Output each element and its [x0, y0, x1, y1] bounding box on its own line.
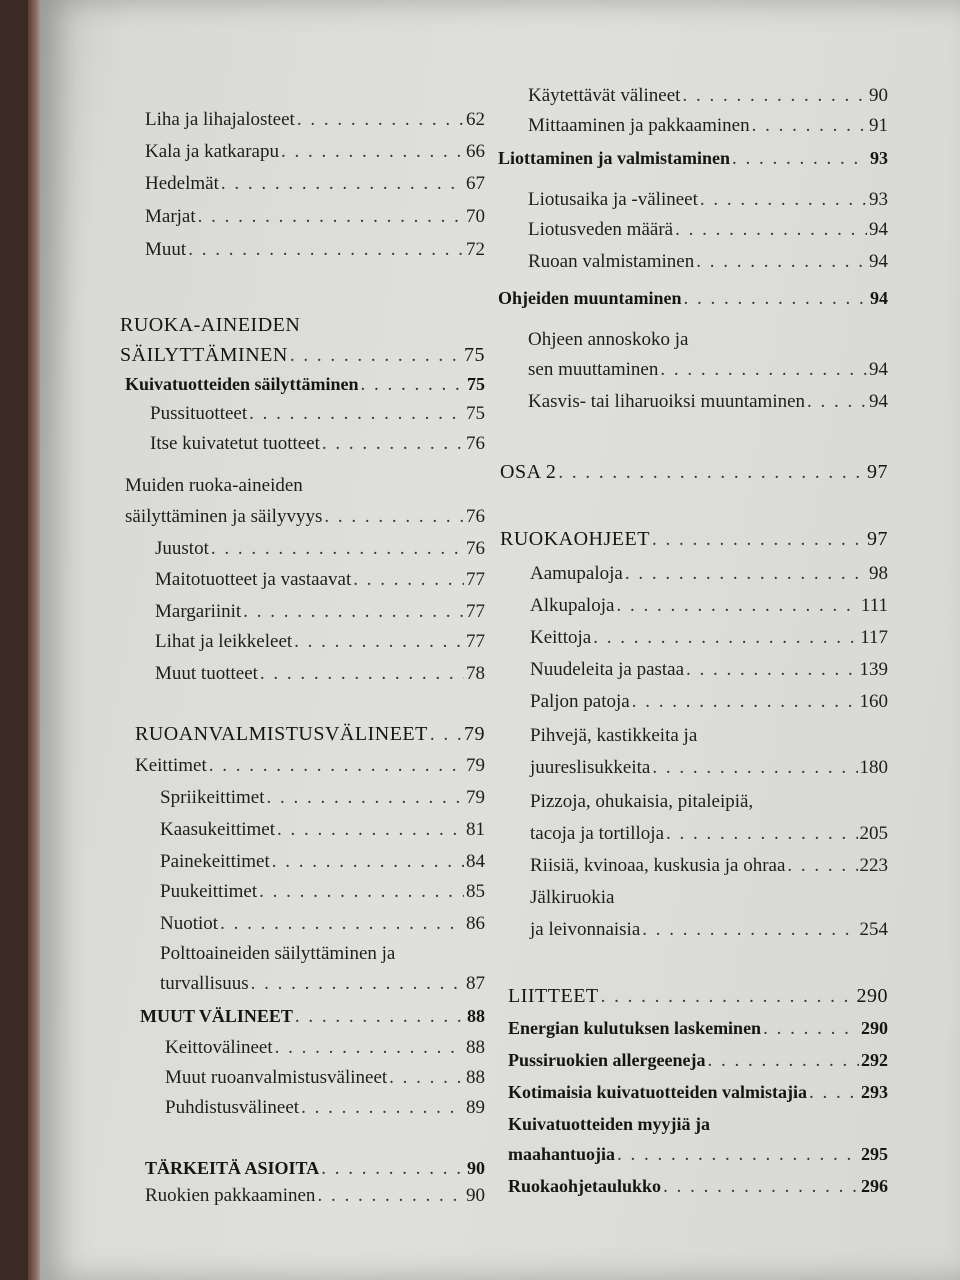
toc-entry-label: Muut [145, 239, 187, 260]
toc-page-number: 180 [859, 757, 888, 778]
toc-leader-dots [809, 1081, 859, 1105]
toc-page-number: 94 [869, 359, 888, 380]
toc-page-number: 76 [466, 433, 485, 454]
toc-entry [498, 594, 888, 618]
toc-entry-label: Lihat ja leikkeleet [155, 631, 293, 652]
toc-page-number: 75 [466, 403, 485, 424]
toc-page-number: 79 [466, 755, 485, 776]
toc-entry-label: Pussituotteet [150, 403, 248, 424]
toc-entry-label: Kala ja katkarapu [145, 141, 279, 162]
toc-entry [498, 188, 888, 212]
toc-leader-dots [322, 432, 464, 456]
toc-entry [100, 880, 485, 904]
toc-entry [498, 690, 888, 714]
toc-entry-label: Ohjeen annoskoko ja [528, 329, 689, 350]
toc-entry-label: Hedelmät [145, 173, 219, 194]
toc-entry-label: Painekeittimet [160, 851, 270, 872]
toc-entry-label: juureslisukkeita [530, 757, 651, 778]
toc-entry-label: ja leivonnaisia [530, 919, 641, 940]
toc-entry-label: Liotusveden määrä [528, 219, 674, 240]
toc-entry [498, 1080, 888, 1105]
toc-entry [100, 1096, 485, 1120]
toc-entry-label: OSA 2 [500, 461, 557, 483]
toc-page-number: 93 [870, 148, 888, 168]
toc-entry [498, 1016, 888, 1041]
toc-leader-dots [663, 1175, 859, 1199]
toc-entry [100, 600, 485, 624]
toc-entry [100, 108, 485, 132]
toc-leader-dots [660, 358, 867, 382]
toc-leader-dots [642, 918, 857, 942]
toc-entry [498, 328, 888, 352]
toc-page-number: 81 [466, 819, 485, 840]
toc-leader-dots [220, 912, 464, 936]
toc-entry [100, 505, 485, 529]
toc-leader-dots [209, 754, 464, 778]
toc-page-number: 79 [466, 787, 485, 808]
toc-leader-dots [601, 985, 855, 1009]
toc-page-number: 85 [466, 881, 485, 902]
toc-leader-dots [707, 1049, 859, 1073]
toc-leader-dots [259, 880, 464, 904]
toc-leader-dots [321, 1157, 465, 1181]
toc-entry-label: Maitotuotteet ja vastaavat [155, 569, 352, 590]
toc-entry [498, 1174, 888, 1199]
toc-page-number: 87 [466, 973, 485, 994]
toc-entry-label: Marjat [145, 206, 196, 227]
toc-entry [498, 790, 888, 814]
toc-entry-label: Puhdistusvälineet [165, 1097, 300, 1118]
toc-entry [498, 84, 888, 108]
toc-leader-dots [807, 390, 867, 414]
toc-entry [100, 1184, 485, 1208]
toc-page-number: 90 [467, 1158, 485, 1178]
toc-entry [100, 432, 485, 456]
toc-leader-dots [686, 658, 857, 682]
toc-leader-dots [682, 84, 867, 108]
toc-leader-dots [243, 600, 464, 624]
toc-page-number: 97 [867, 528, 888, 550]
toc-page-number: 295 [861, 1144, 888, 1164]
toc-page-number: 290 [856, 985, 888, 1007]
toc-entry-label: säilyttäminen ja säilyvyys [125, 506, 323, 527]
toc-entry [498, 724, 888, 748]
toc-page-number: 88 [466, 1067, 485, 1088]
toc-page-number: 205 [859, 823, 888, 844]
toc-entry [498, 854, 888, 878]
toc-page-number: 78 [466, 663, 485, 684]
toc-entry [100, 343, 485, 368]
toc-entry-label: Pizzoja, ohukaisia, pitaleipiä, [530, 791, 754, 812]
toc-entry-label: Liotusaika ja -välineet [528, 189, 698, 210]
toc-entry-label: Kasvis- tai liharuoiksi muuntaminen [528, 391, 806, 412]
toc-leader-dots [652, 528, 865, 552]
toc-entry-label: Aamupaloja [530, 563, 623, 584]
toc-entry [100, 972, 485, 996]
toc-leader-dots [275, 1036, 464, 1060]
toc-entry [498, 984, 888, 1009]
toc-leader-dots [317, 1184, 464, 1208]
toc-entry [498, 1112, 888, 1137]
toc-page-number: 76 [466, 538, 485, 559]
toc-leader-dots [251, 972, 464, 996]
toc-entry [100, 568, 485, 592]
toc-entry [100, 402, 485, 426]
toc-entry [100, 754, 485, 778]
toc-entry-label: Nuotiot [160, 913, 219, 934]
toc-entry [498, 756, 888, 780]
toc-leader-dots [617, 1143, 859, 1167]
toc-leader-dots [632, 690, 858, 714]
toc-entry-label: Ruokaohjetaulukko [508, 1176, 662, 1196]
toc-entry-label: Muut ruoanvalmistusvälineet [165, 1067, 388, 1088]
toc-entry [498, 822, 888, 846]
toc-entry-label: Liha ja lihajalosteet [145, 109, 295, 130]
toc-entry-label: Keittoja [530, 627, 592, 648]
toc-entry-label: Puukeittimet [160, 881, 258, 902]
toc-entry-label: RUOANVALMISTUSVÄLINEET [135, 723, 428, 745]
toc-entry-label: sen muuttaminen [528, 359, 659, 380]
toc-entry [100, 850, 485, 874]
toc-entry-label: tacoja ja tortilloja [530, 823, 665, 844]
toc-leader-dots [260, 662, 464, 686]
toc-page-number: 77 [466, 601, 485, 622]
toc-entry [100, 372, 485, 397]
toc-page-number: 84 [466, 851, 485, 872]
toc-leader-dots [361, 373, 465, 397]
toc-entry [498, 286, 888, 311]
toc-leader-dots [787, 854, 857, 878]
toc-entry [100, 662, 485, 686]
toc-entry-label: Pihvejä, kastikkeita ja [530, 725, 698, 746]
toc-page-number: 94 [869, 251, 888, 272]
toc-page-number: 67 [466, 173, 485, 194]
toc-entry-label: TÄRKEITÄ ASIOITA [145, 1158, 320, 1178]
toc-page-number: 88 [467, 1006, 485, 1026]
toc-entry-label: Keittovälineet [165, 1037, 273, 1058]
toc-leader-dots [430, 723, 462, 747]
toc-page-number: 98 [869, 563, 888, 584]
toc-page-number: 139 [859, 659, 888, 680]
toc-leader-dots [324, 505, 464, 529]
toc-entry [498, 658, 888, 682]
toc-page-number: 72 [466, 239, 485, 260]
toc-leader-dots [752, 114, 867, 138]
toc-page-number: 75 [467, 374, 485, 394]
toc-leader-dots [625, 562, 867, 586]
toc-entry [498, 527, 888, 552]
toc-entry-label: Kuivatuotteiden myyjiä ja [508, 1114, 710, 1134]
toc-page-number: 160 [859, 691, 888, 712]
toc-page-number: 111 [860, 595, 888, 616]
toc-entry [498, 460, 888, 485]
toc-page-number: 94 [869, 219, 888, 240]
toc-entry [100, 474, 485, 498]
toc-leader-dots [294, 630, 464, 654]
toc-page-number: 97 [867, 461, 888, 483]
toc-entry-label: Jälkiruokia [530, 887, 615, 908]
toc-entry-label: Kotimaisia kuivatuotteiden valmistajia [508, 1082, 808, 1102]
toc-leader-dots [281, 140, 464, 164]
toc-entry-label: Itse kuivatetut tuotteet [150, 433, 320, 454]
toc-entry-label: RUOKA-AINEIDEN [120, 314, 301, 336]
toc-entry-label: Pussiruokien allergeeneja [508, 1050, 706, 1070]
toc-entry [100, 912, 485, 936]
toc-page-number: 88 [466, 1037, 485, 1058]
toc-entry-label: Nuudeleita ja pastaa [530, 659, 685, 680]
toc-page-number: 117 [860, 627, 888, 648]
toc-entry [100, 313, 485, 338]
toc-leader-dots [301, 1096, 464, 1120]
toc-entry-label: maahantuojia [508, 1144, 616, 1164]
toc-leader-dots [297, 108, 464, 132]
toc-entry-label: Keittimet [135, 755, 207, 776]
toc-page-number: 292 [861, 1050, 888, 1070]
toc-page-number: 89 [466, 1097, 485, 1118]
toc-page-number: 62 [466, 109, 485, 130]
toc-entry-label: Ohjeiden muuntaminen [498, 288, 682, 308]
toc-leader-dots [732, 147, 868, 171]
toc-entry-label: Spriikeittimet [160, 787, 265, 808]
toc-entry [498, 886, 888, 910]
toc-entry [100, 1004, 485, 1029]
toc-entry-label: Polttoaineiden säilyttäminen ja [160, 943, 396, 964]
toc-page-number: 91 [869, 115, 888, 136]
toc-entry-label: RUOKAOHJEET [500, 528, 650, 550]
toc-entry-label: Riisiä, kvinoaa, kuskusia ja ohraa [530, 855, 786, 876]
toc-entry-label: MUUT VÄLINEET [140, 1006, 293, 1026]
toc-leader-dots [616, 594, 858, 618]
toc-page-number: 296 [861, 1176, 888, 1196]
toc-page-number: 93 [869, 189, 888, 210]
toc-page-number: 254 [859, 919, 888, 940]
toc-entry-label: turvallisuus [160, 973, 249, 994]
toc-entry-label: Käytettävät välineet [528, 85, 681, 106]
toc-leader-dots [267, 786, 465, 810]
toc-entry [100, 630, 485, 654]
toc-page-number: 70 [466, 206, 485, 227]
toc-entry [100, 537, 485, 561]
toc-entry-label: Energian kulutuksen laskeminen [508, 1018, 762, 1038]
toc-leader-dots [675, 218, 867, 242]
toc-page-number: 77 [466, 569, 485, 590]
toc-entry [498, 918, 888, 942]
toc-page-number: 90 [466, 1185, 485, 1206]
toc-page-number: 293 [861, 1082, 888, 1102]
toc-entry-label: Mittaaminen ja pakkaaminen [528, 115, 750, 136]
toc-page-number: 90 [869, 85, 888, 106]
toc-leader-dots [652, 756, 857, 780]
toc-leader-dots [272, 850, 464, 874]
toc-entry-label: Margariinit [155, 601, 242, 622]
toc-entry [100, 238, 485, 262]
toc-page-number: 94 [870, 288, 888, 308]
toc-entry [100, 786, 485, 810]
toc-entry [498, 1142, 888, 1167]
toc-page-number: 79 [464, 723, 485, 745]
toc-entry [100, 172, 485, 196]
toc-page-number: 86 [466, 913, 485, 934]
toc-entry-label: Kaasukeittimet [160, 819, 276, 840]
toc-entry [498, 390, 888, 414]
toc-entry-label: LIITTEET [508, 985, 599, 1007]
toc-entry-label: Paljon patoja [530, 691, 630, 712]
toc-entry [498, 114, 888, 138]
toc-entry-label: SÄILYTTÄMINEN [120, 344, 288, 366]
toc-leader-dots [558, 461, 865, 485]
toc-entry [498, 250, 888, 274]
toc-entry [498, 626, 888, 650]
toc-entry [100, 942, 485, 966]
toc-entry-label: Alkupaloja [530, 595, 615, 616]
toc-leader-dots [198, 205, 464, 229]
toc-leader-dots [188, 238, 464, 262]
toc-leader-dots [763, 1017, 859, 1041]
toc-leader-dots [696, 250, 867, 274]
toc-leader-dots [684, 287, 868, 311]
toc-leader-dots [666, 822, 857, 846]
toc-page-number: 290 [861, 1018, 888, 1038]
toc-leader-dots [593, 626, 858, 650]
toc-leader-dots [249, 402, 464, 426]
toc-entry [498, 1048, 888, 1073]
toc-page-number: 66 [466, 141, 485, 162]
toc-entry-label: Kuivatuotteiden säilyttäminen [125, 374, 359, 394]
toc-entry [498, 562, 888, 586]
toc-page-number: 77 [466, 631, 485, 652]
toc-entry [100, 1156, 485, 1181]
toc-entry-label: Muiden ruoka-aineiden [125, 475, 303, 496]
toc-page-number: 75 [464, 344, 485, 366]
toc-entry [100, 1066, 485, 1090]
toc-leader-dots [290, 344, 462, 368]
toc-leader-dots [221, 172, 464, 196]
toc-entry-label: Ruokien pakkaaminen [145, 1185, 316, 1206]
toc-entry [100, 140, 485, 164]
toc-leader-dots [700, 188, 867, 212]
toc-entry-label: Ruoan valmistaminen [528, 251, 695, 272]
toc-page-number: 76 [466, 506, 485, 527]
toc-entry [498, 218, 888, 242]
toc-page-number: 94 [869, 391, 888, 412]
toc-entry [100, 1036, 485, 1060]
toc-entry-label: Muut tuotteet [155, 663, 258, 684]
toc-entry-label: Liottaminen ja valmistaminen [498, 148, 730, 168]
toc-page-number: 223 [859, 855, 888, 876]
toc-leader-dots [389, 1066, 464, 1090]
toc-entry [100, 205, 485, 229]
toc-entry [498, 358, 888, 382]
toc-entry-label: Juustot [155, 538, 209, 559]
toc-leader-dots [295, 1005, 465, 1029]
toc-leader-dots [211, 537, 464, 561]
toc-entry [100, 818, 485, 842]
toc-leader-dots [353, 568, 464, 592]
toc-entry [100, 722, 485, 747]
toc-entry [498, 146, 888, 171]
toc-leader-dots [277, 818, 464, 842]
